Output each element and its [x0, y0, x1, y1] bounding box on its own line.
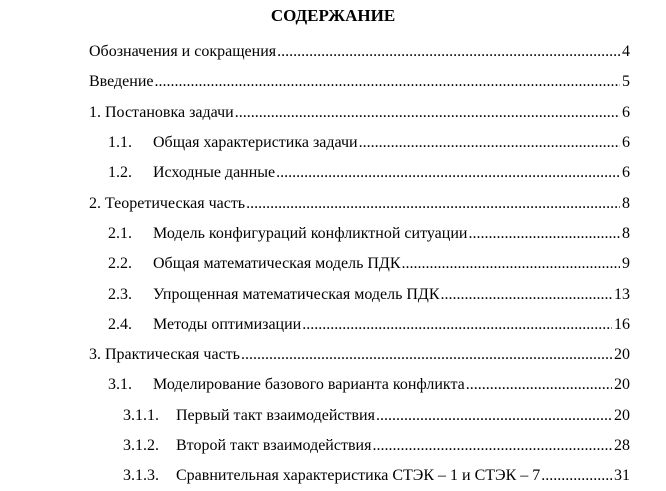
toc-entry-page: 16	[614, 316, 630, 333]
toc-entry[interactable]	[123, 466, 630, 486]
toc-entry-number: 2.4.	[108, 316, 132, 333]
toc-entry-number: 2.2.	[108, 255, 132, 272]
toc-entry-number: 1.2.	[108, 164, 132, 181]
toc-entry[interactable]	[89, 72, 630, 92]
toc-entry[interactable]	[89, 345, 630, 365]
toc-entry-page: 6	[622, 134, 630, 151]
toc-entry-page: 28	[614, 437, 630, 454]
toc-entry-label: Моделирование базового варианта конфликта	[153, 376, 465, 393]
toc-entry-label: Исходные данные	[153, 164, 276, 181]
toc-entry-page: 6	[622, 164, 630, 181]
toc-entry[interactable]	[108, 133, 630, 153]
toc-entry-page: 20	[614, 376, 630, 393]
toc-entry-page: 31	[614, 467, 630, 484]
toc-entry-label: Модель конфигураций конфликтной ситуации	[153, 225, 468, 242]
toc-entry-label: Общая математическая модель ПДК	[153, 255, 401, 272]
toc-entry-page: 8	[622, 225, 630, 242]
dot-leader	[359, 133, 620, 153]
toc-entry-label: Первый такт взаимодействия	[176, 407, 375, 424]
toc-entry-page: 20	[614, 407, 630, 424]
toc-entry-number: 3.1.	[108, 376, 132, 393]
toc-entry-label: Сравнительная характеристика СТЭК – 1 и СТЭК – 7	[176, 467, 541, 484]
toc-entry-label: Второй такт взаимодействия	[176, 437, 372, 454]
toc-entry[interactable]	[108, 315, 630, 335]
dot-leader	[241, 345, 612, 365]
toc-entry-page: 13	[614, 286, 630, 303]
toc-entry[interactable]	[123, 436, 630, 456]
toc-entry-number: 2.1.	[108, 225, 132, 242]
dot-leader	[246, 194, 620, 214]
toc-entry-number: 1.1.	[108, 134, 132, 151]
toc-entry[interactable]	[108, 163, 630, 183]
dot-leader	[276, 163, 620, 183]
toc-entry[interactable]	[89, 42, 630, 62]
toc-entry-label: Обозначения и сокращения	[89, 43, 277, 60]
toc-entry-label: Упрощенная математическая модель ПДК	[153, 286, 440, 303]
dot-leader	[402, 254, 621, 274]
toc-entry-number: 2.3.	[108, 286, 132, 303]
toc-entry-number: 3.1.3.	[123, 467, 159, 484]
toc-entry[interactable]	[108, 224, 630, 244]
toc-entry-label: 2. Теоретическая часть	[89, 195, 246, 212]
toc-entry-label: 1. Постановка задачи	[89, 104, 234, 121]
toc-entry[interactable]	[108, 254, 630, 274]
dot-leader	[155, 72, 621, 92]
toc-entry-page: 4	[622, 43, 630, 60]
dot-leader	[372, 436, 612, 456]
dot-leader	[441, 285, 612, 305]
toc-entry-number: 3.1.2.	[123, 437, 159, 454]
dot-leader	[468, 224, 620, 244]
toc-entry[interactable]	[89, 103, 630, 123]
dot-leader	[277, 42, 620, 62]
toc-entry-label: Введение	[89, 73, 154, 90]
toc-entry-page: 6	[622, 104, 630, 121]
toc-entry-number: 3.1.1.	[123, 407, 159, 424]
toc-title: СОДЕРЖАНИЕ	[270, 6, 396, 25]
toc-entry[interactable]	[108, 375, 630, 395]
dot-leader	[376, 406, 612, 426]
dot-leader	[466, 375, 612, 395]
toc-entry[interactable]	[89, 194, 630, 214]
toc-entry[interactable]	[123, 406, 630, 426]
dot-leader	[302, 315, 612, 335]
toc-entry[interactable]	[108, 285, 630, 305]
toc-entry-page: 8	[622, 195, 630, 212]
toc-entry-label: 3. Практическая часть	[89, 346, 240, 363]
toc-entry-page: 9	[622, 255, 630, 272]
toc-entry-label: Общая характеристика задачи	[153, 134, 358, 151]
toc-entry-page: 20	[614, 346, 630, 363]
dot-leader	[235, 103, 620, 123]
toc-entry-label: Методы оптимизации	[153, 316, 302, 333]
toc-entry-page: 5	[622, 73, 630, 90]
dot-leader	[541, 466, 612, 486]
